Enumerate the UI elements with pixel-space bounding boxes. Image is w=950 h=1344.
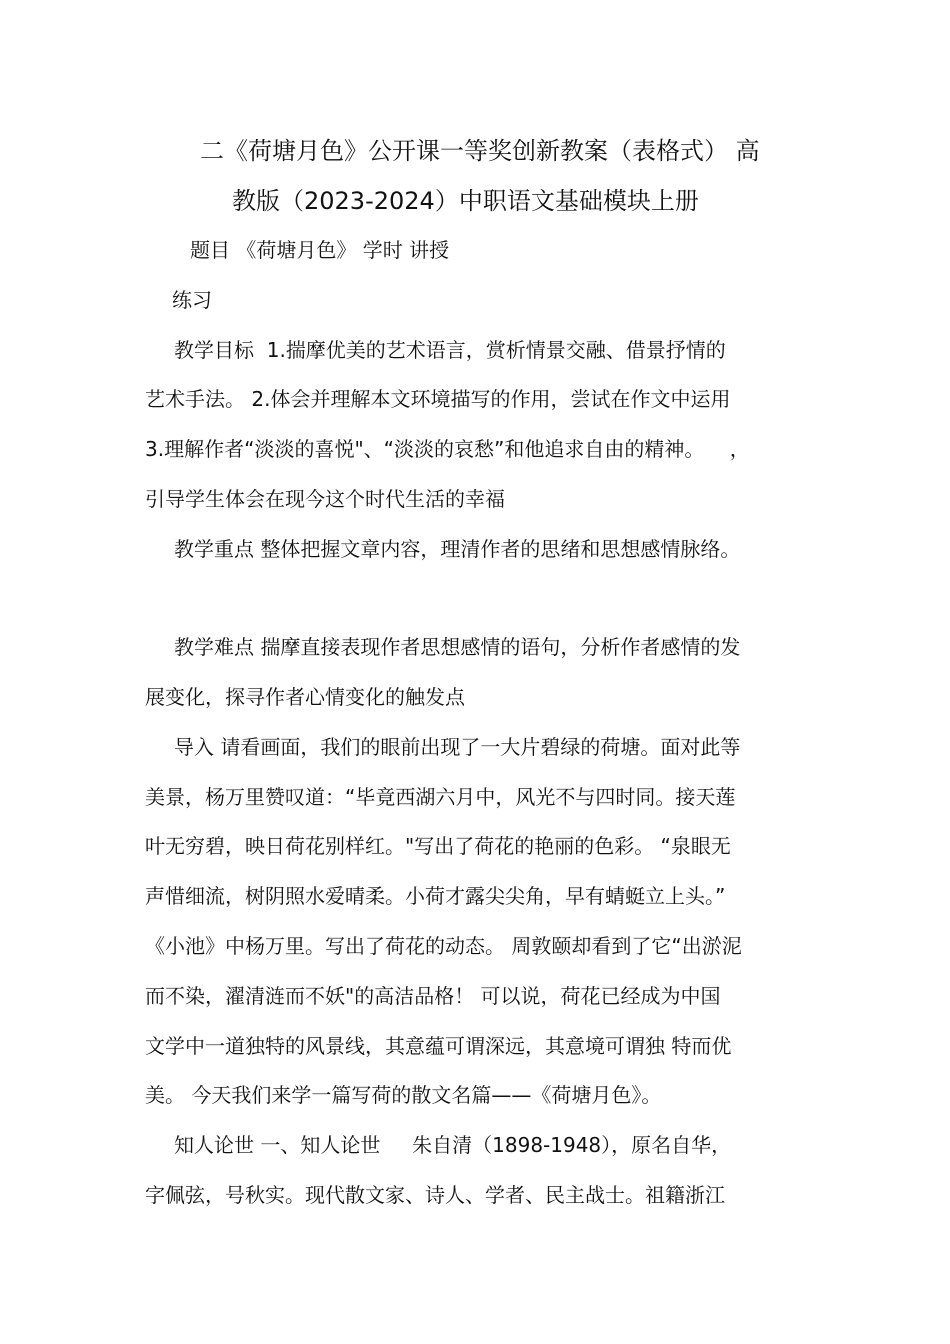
difficulty-line-2: 展变化，探寻作者心情变化的触发点 (145, 685, 465, 709)
intro-line-6: 而不染，濯清涟而不妖"的高洁品格！ 可以说，荷花已经成为中国 (145, 984, 721, 1008)
topic-line: 题目 《荷塘月色》 学时 讲授 (190, 238, 450, 262)
author-line-2: 字佩弦，号秋实。现代散文家、诗人、学者、民主战士。祖籍浙江 (145, 1183, 725, 1207)
objectives-line-4: 引导学生体会在现今这个时代生活的幸福 (145, 487, 505, 511)
document-title-line-1: 二《荷塘月色》公开课一等奖创新教案（表格式） 高 (200, 137, 760, 165)
intro-line-1: 导入 请看画面，我们的眼前出现了一大片碧绿的荷塘。面对此等 (174, 735, 741, 759)
key-point-line: 教学重点 整体把握文章内容，理清作者的思绪和思想感情脉络。 (174, 537, 741, 561)
objectives-line-2: 艺术手法。 2.体会并理解本文环境描写的作用，尝试在作文中运用 (145, 387, 731, 411)
intro-line-2: 美景，杨万里赞叹道：“毕竟西湖六月中，风光不与四时同。接天莲 (145, 785, 736, 809)
intro-line-8: 美。 今天我们来学一篇写荷的散文名篇——《荷塘月色》。 (145, 1083, 662, 1107)
author-line-1: 知人论世 一、知人论世 朱自清（1898-1948），原名自华， (174, 1133, 732, 1157)
intro-line-5: 《小池》中杨万里。写出了荷花的动态。 周敦颐却看到了它“出淤泥 (145, 934, 742, 958)
difficulty-line-1: 教学难点 揣摩直接表现作者思想感情的语句，分析作者感情的发 (174, 635, 741, 659)
intro-line-7: 文学中一道独特的风景线，其意蕴可谓深远，其意境可谓独 特而优 (145, 1034, 732, 1058)
document-title-line-2: 教版（2023-2024）中职语文基础模块上册 (232, 187, 699, 215)
intro-line-3: 叶无穷碧，映日荷花别样红。"写出了荷花的艳丽的色彩。 “泉眼无 (145, 834, 731, 858)
practice-line: 练习 (172, 288, 212, 312)
objectives-line-1: 教学目标 1.揣摩优美的艺术语言，赏析情景交融、借景抒情的 (174, 338, 726, 362)
intro-line-4: 声惜细流，树阴照水爱晴柔。小荷才露尖尖角，早有蜻蜓立上头。” (145, 884, 726, 908)
objectives-line-3: 3.理解作者“淡淡的喜悦"、“淡淡的哀愁”和他追求自由的精神。 ， (145, 437, 750, 461)
